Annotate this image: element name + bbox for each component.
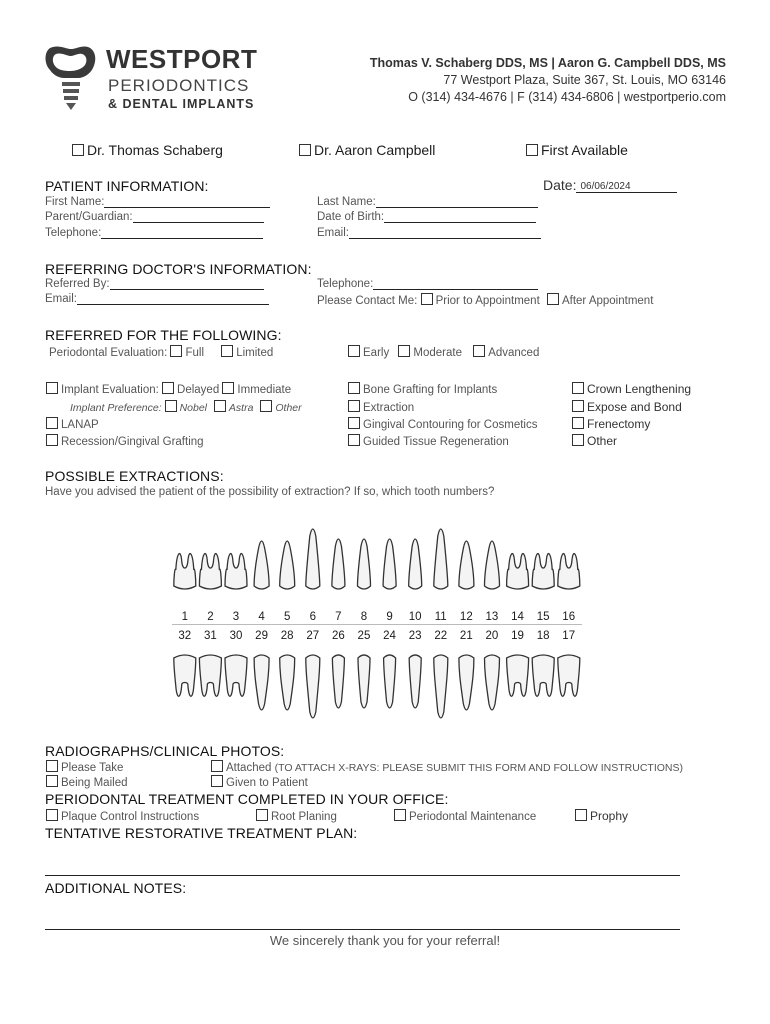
notes-heading: ADDITIONAL NOTES:	[45, 880, 187, 896]
tooth-number-30[interactable]: 30	[229, 630, 243, 642]
tooth-implant-logo-icon	[42, 42, 100, 112]
first-name-field[interactable]: First Name:	[45, 196, 270, 208]
lower-tooth[interactable]	[199, 655, 221, 696]
date-field[interactable]: Date: 06/06/2024	[543, 177, 677, 193]
doctors-line: Thomas V. Schaberg DDS, MS | Aaron G. Campbell DDS, MS	[369, 56, 726, 70]
checkbox[interactable]	[214, 400, 226, 412]
prior-option[interactable]: Prior to Appointment	[421, 295, 540, 307]
lanap-option[interactable]: LANAP	[46, 417, 99, 431]
tooth-number-5[interactable]: 5	[283, 611, 291, 623]
lower-tooth[interactable]	[225, 655, 247, 696]
lower-tooth[interactable]	[174, 655, 196, 696]
lower-tooth[interactable]	[409, 655, 421, 708]
tooth-number-17[interactable]: 17	[562, 630, 576, 642]
checkbox[interactable]	[421, 293, 433, 305]
patient-telephone-field[interactable]: Telephone:	[45, 227, 263, 239]
lower-tooth[interactable]	[558, 655, 580, 696]
tooth-number-21[interactable]: 21	[459, 630, 473, 642]
tooth-number-box	[172, 605, 582, 645]
maintenance-option[interactable]: Periodontal Maintenance	[394, 809, 536, 823]
logo-sub2: & DENTAL IMPLANTS	[108, 97, 255, 111]
advanced-option[interactable]: Advanced	[473, 347, 539, 359]
checkbox[interactable]	[165, 400, 177, 412]
nobel-option[interactable]: Nobel	[165, 402, 207, 414]
logo-sub: PERIODONTICS	[108, 76, 250, 95]
address-line: 77 Westport Plaza, Suite 367, St. Louis, MO 63146	[443, 73, 726, 87]
tooth-number-18[interactable]: 18	[536, 630, 550, 642]
tooth-number-19[interactable]: 19	[511, 630, 524, 642]
practice-contact	[296, 55, 726, 106]
upper-tooth[interactable]	[409, 539, 422, 589]
tooth-number-23[interactable]: 23	[408, 630, 422, 642]
implant-eval-row	[46, 382, 291, 396]
lower-tooth[interactable]	[280, 655, 295, 710]
logo-main: WESTPORT	[106, 44, 258, 74]
tooth-number-3[interactable]: 3	[232, 611, 240, 623]
upper-tooth[interactable]	[558, 554, 580, 589]
tooth-number-15[interactable]: 15	[536, 611, 550, 623]
checkbox[interactable]	[46, 775, 58, 787]
gtr-option[interactable]: Guided Tissue Regeneration	[348, 434, 509, 448]
prophy-option[interactable]: Prophy	[575, 809, 628, 823]
checkbox[interactable]	[260, 400, 272, 412]
tooth-number-1[interactable]: 1	[181, 611, 188, 623]
tooth-number-16[interactable]: 16	[562, 611, 576, 623]
root-planing-option[interactable]: Root Planing	[256, 809, 337, 823]
checkbox[interactable]	[46, 417, 58, 429]
doctor-choice-2[interactable]: Dr. Aaron Campbell	[299, 142, 435, 158]
implant-pref-row: Implant Preference: Nobel Astra Other	[70, 402, 302, 414]
other-option[interactable]: Other	[572, 434, 617, 448]
upper-tooth[interactable]	[459, 541, 474, 589]
full-option[interactable]: Full	[170, 347, 204, 359]
checkbox[interactable]	[211, 775, 223, 787]
tooth-number-25[interactable]: 25	[357, 630, 371, 642]
checkbox[interactable]	[575, 809, 587, 821]
tooth-number-10[interactable]: 10	[408, 611, 422, 623]
checkbox[interactable]	[222, 382, 234, 394]
checkbox[interactable]	[348, 400, 360, 412]
please-take-option[interactable]: Please Take	[46, 760, 123, 774]
tooth-number-29[interactable]: 29	[255, 630, 268, 642]
tooth-number-6[interactable]: 6	[309, 611, 316, 623]
checkbox[interactable]	[170, 345, 182, 357]
checkbox[interactable]	[394, 809, 406, 821]
severity-row	[348, 345, 539, 359]
upper-tooth[interactable]	[254, 541, 269, 589]
tooth-number-32[interactable]: 32	[178, 630, 192, 642]
patient-heading: PATIENT INFORMATION:	[45, 178, 209, 194]
checkbox[interactable]	[46, 434, 58, 446]
tooth-number-11[interactable]: 11	[434, 611, 447, 623]
upper-tooth[interactable]	[434, 529, 448, 589]
checkbox[interactable]	[46, 809, 58, 821]
referred-by-field[interactable]: Referred By:	[45, 278, 264, 290]
upper-tooth[interactable]	[485, 541, 500, 589]
tooth-number-31[interactable]: 31	[203, 630, 217, 642]
checkbox[interactable]	[572, 400, 584, 412]
checkbox[interactable]	[526, 144, 538, 156]
crown-option[interactable]: Crown Lengthening	[572, 382, 691, 396]
lower-tooth[interactable]	[507, 655, 529, 696]
tooth-number-4[interactable]: 4	[258, 611, 265, 623]
lower-tooth[interactable]	[485, 655, 500, 710]
date-value[interactable]: 06/06/2024	[576, 181, 677, 193]
checkbox[interactable]	[398, 345, 410, 357]
tooth-number-12[interactable]: 12	[459, 611, 473, 623]
limited-option[interactable]: Limited	[221, 347, 273, 359]
other-pref-option[interactable]: Other	[260, 402, 301, 414]
checkbox[interactable]	[572, 434, 584, 446]
referring-email-field[interactable]: Email:	[45, 293, 269, 305]
checkbox[interactable]	[572, 382, 584, 394]
astra-option[interactable]: Astra	[214, 402, 254, 414]
immediate-option[interactable]: Immediate	[222, 384, 291, 396]
checkbox[interactable]	[162, 382, 174, 394]
lower-tooth[interactable]	[532, 655, 554, 696]
upper-numbers	[172, 607, 582, 625]
tooth-number-14[interactable]: 14	[511, 611, 524, 623]
upper-tooth[interactable]	[383, 539, 396, 589]
checkbox[interactable]	[256, 809, 268, 821]
notes-line[interactable]	[45, 929, 680, 930]
checkbox[interactable]	[221, 345, 233, 357]
upper-teeth	[174, 529, 580, 589]
tooth-number-28[interactable]: 28	[280, 630, 294, 642]
checkbox[interactable]	[211, 760, 223, 772]
tooth-number-22[interactable]: 22	[434, 630, 448, 642]
tooth-number-26[interactable]: 26	[331, 630, 345, 642]
perio-eval-row: Periodontal Evaluation: Full Limited	[49, 347, 274, 359]
lower-tooth[interactable]	[434, 655, 448, 718]
early-option[interactable]: Early	[348, 347, 389, 359]
last-name-field[interactable]: Last Name:	[317, 196, 538, 208]
checkbox[interactable]	[572, 417, 584, 429]
checkbox[interactable]	[46, 382, 58, 394]
restorative-line[interactable]	[45, 875, 680, 876]
upper-tooth[interactable]	[532, 554, 554, 589]
lower-tooth[interactable]	[306, 655, 320, 718]
checkbox[interactable]	[72, 144, 84, 156]
lower-numbers	[172, 626, 582, 644]
lower-tooth[interactable]	[254, 655, 269, 710]
upper-tooth[interactable]	[306, 529, 320, 589]
tooth-number-7[interactable]: 7	[335, 611, 342, 623]
referring-telephone-field[interactable]: Telephone:	[317, 278, 538, 290]
upper-tooth[interactable]	[358, 539, 371, 589]
radiographs-heading: RADIOGRAPHS/CLINICAL PHOTOS:	[45, 743, 285, 759]
tooth-number-20[interactable]: 20	[485, 630, 499, 642]
dob-field[interactable]: Date of Birth:	[317, 211, 536, 223]
given-option[interactable]: Given to Patient	[211, 775, 308, 789]
patient-email-field[interactable]: Email:	[317, 227, 541, 239]
plaque-option[interactable]: Plaque Control Instructions	[46, 809, 199, 823]
phone-line: O (314) 434-4676 | F (314) 434-6806 | westportperio.com	[408, 90, 726, 104]
parent-field[interactable]: Parent/Guardian:	[45, 211, 264, 223]
tooth-number-27[interactable]: 27	[306, 630, 320, 642]
checkbox[interactable]	[348, 382, 360, 394]
moderate-option[interactable]: Moderate	[398, 347, 462, 359]
recession-option[interactable]: Recession/Gingival Grafting	[46, 434, 204, 448]
checkbox[interactable]	[299, 144, 311, 156]
tooth-number-8[interactable]: 8	[360, 611, 368, 623]
restorative-heading: TENTATIVE RESTORATIVE TREATMENT PLAN:	[45, 825, 358, 841]
gingival-contouring-option[interactable]: Gingival Contouring for Cosmetics	[348, 417, 538, 431]
lower-tooth[interactable]	[358, 655, 370, 708]
bone-graft-option[interactable]: Bone Grafting for Implants	[348, 382, 497, 396]
implant-eval-option[interactable]: Implant Evaluation:	[46, 384, 159, 396]
upper-tooth[interactable]	[225, 554, 247, 589]
lower-tooth[interactable]	[459, 655, 474, 710]
being-mailed-option[interactable]: Being Mailed	[46, 775, 127, 789]
treatment-heading: PERIODONTAL TREATMENT COMPLETED IN YOUR OFFICE:	[45, 791, 449, 807]
checkbox[interactable]	[348, 417, 360, 429]
upper-tooth[interactable]	[507, 554, 529, 589]
contact-me-row: Please Contact Me: Prior to Appointment After Appointment	[317, 295, 654, 307]
tooth-number-24[interactable]: 24	[383, 630, 396, 642]
upper-tooth[interactable]	[280, 541, 295, 589]
thank-you: We sincerely thank you for your referral!	[269, 933, 501, 948]
lower-tooth[interactable]	[332, 655, 344, 708]
checkbox[interactable]	[348, 434, 360, 446]
after-option[interactable]: After Appointment	[547, 295, 653, 307]
lower-tooth[interactable]	[384, 655, 396, 708]
extractions-question: Have you advised the patient of the possibility of extraction? If so, which tooth numbers?	[45, 486, 495, 498]
doctor-choice-1[interactable]: Dr. Thomas Schaberg	[72, 142, 223, 158]
referred-for-heading: REFERRED FOR THE FOLLOWING:	[45, 327, 282, 343]
checkbox[interactable]	[547, 293, 559, 305]
checkbox[interactable]	[473, 345, 485, 357]
extractions-heading: POSSIBLE EXTRACTIONS:	[45, 468, 224, 484]
tooth-number-13[interactable]: 13	[485, 611, 499, 623]
extraction-option[interactable]: Extraction	[348, 400, 414, 414]
logo	[42, 40, 282, 120]
tooth-number-2[interactable]: 2	[207, 611, 214, 623]
doctor-choice-3[interactable]: First Available	[526, 142, 628, 158]
upper-tooth[interactable]	[199, 554, 221, 589]
expose-option[interactable]: Expose and Bond	[572, 400, 682, 414]
tooth-number-9[interactable]: 9	[386, 611, 393, 623]
checkbox[interactable]	[348, 345, 360, 357]
referring-heading: REFERRING DOCTOR'S INFORMATION:	[45, 261, 312, 277]
upper-tooth[interactable]	[332, 539, 345, 589]
frenectomy-option[interactable]: Frenectomy	[572, 417, 650, 431]
lower-teeth	[174, 655, 580, 718]
upper-tooth[interactable]	[174, 554, 196, 589]
delayed-option[interactable]: Delayed	[162, 384, 219, 396]
attached-option[interactable]: Attached (TO ATTACH X-RAYS: PLEASE SUBMIT THIS FORM AND FOLLOW INSTRUCTIONS)	[211, 760, 683, 774]
checkbox[interactable]	[46, 760, 58, 772]
